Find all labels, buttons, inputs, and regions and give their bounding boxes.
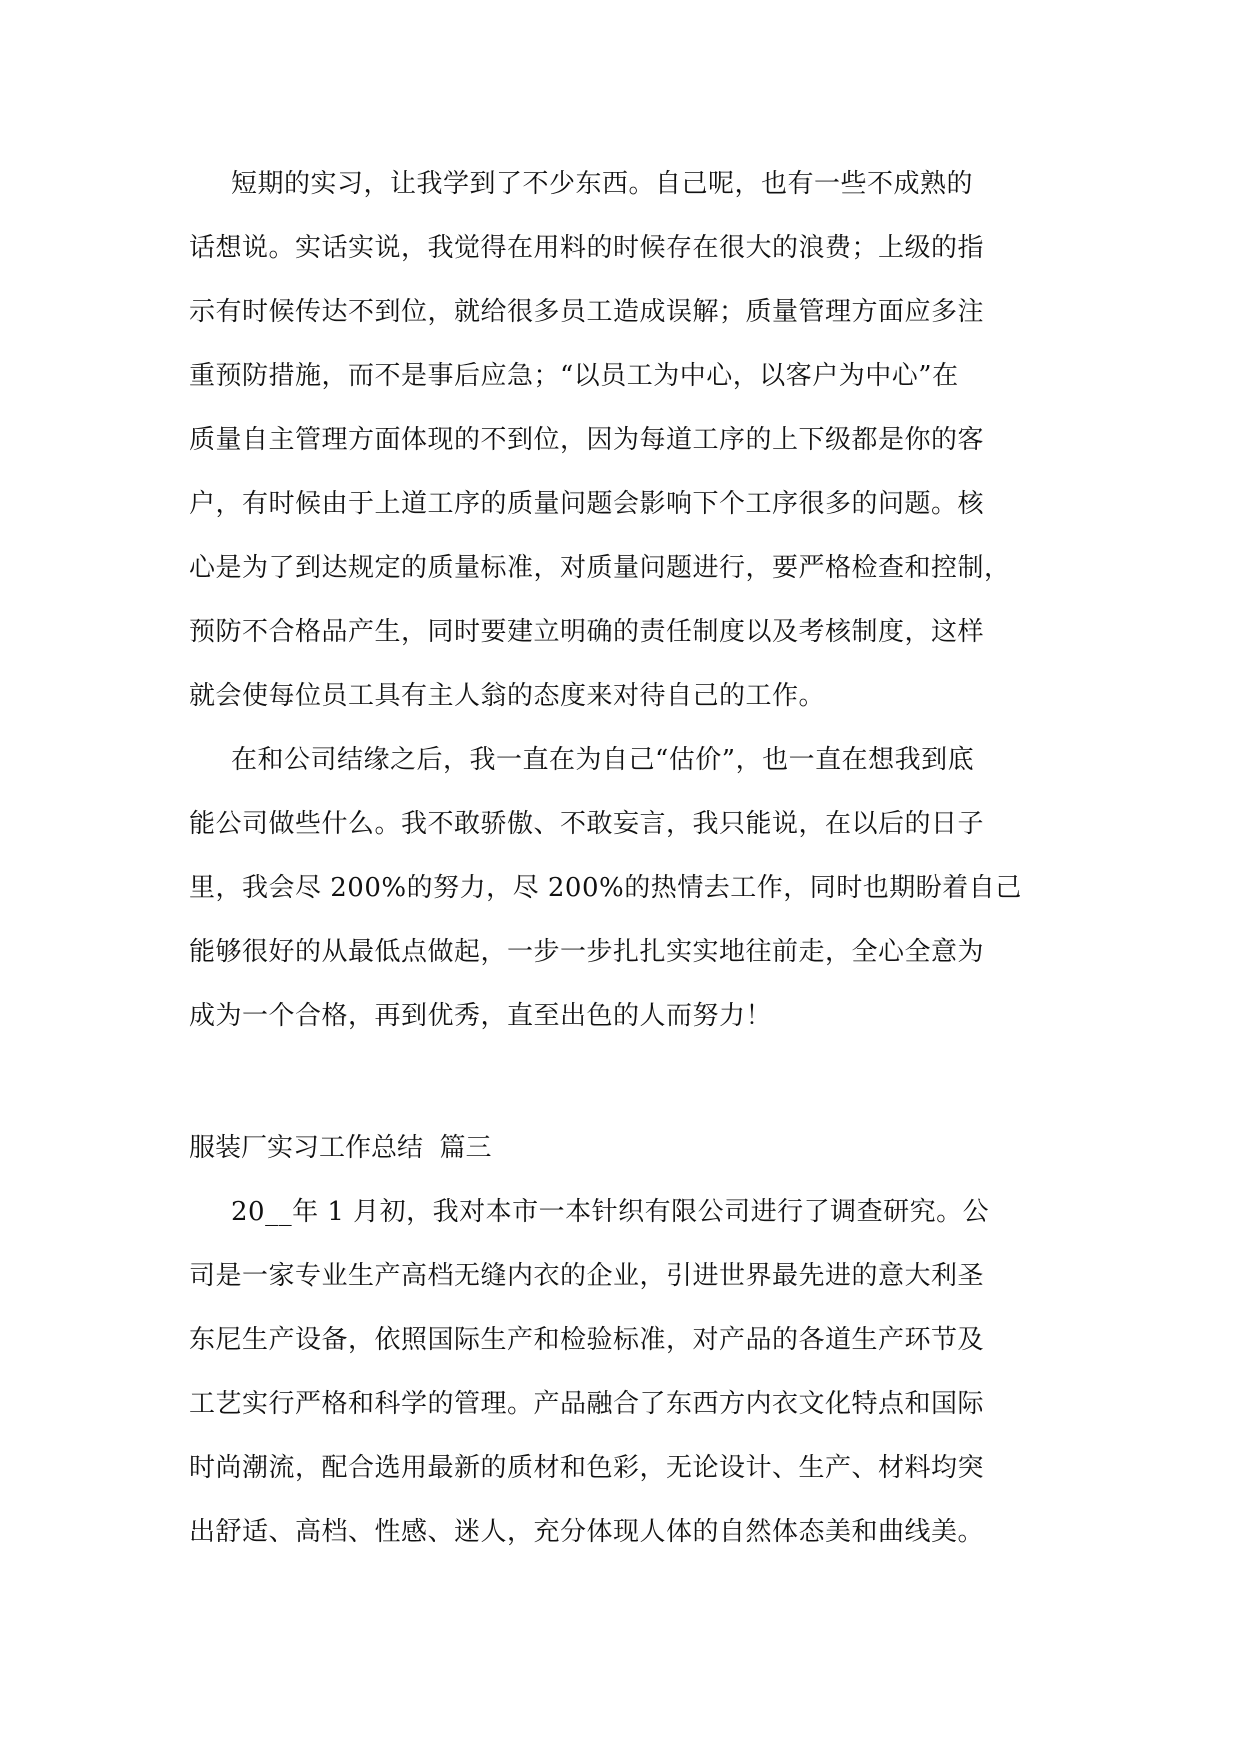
paragraph-line: 在和公司结缘之后，我一直在为自己“估价”，也一直在想我到底 <box>231 745 975 775</box>
paragraph-line: 就会使每位员工具有主人翁的态度来对待自己的工作。 <box>189 681 826 711</box>
paragraph-line: 里，我会尽 200%的努力，尽 200%的热情去工作，同时也期盼着自己 <box>189 873 1022 903</box>
paragraph-line: 质量自主管理方面体现的不到位，因为每道工序的上下级都是你的客 <box>189 425 985 455</box>
paragraph-line: 工艺实行严格和科学的管理。产品融合了东西方内衣文化特点和国际 <box>189 1389 985 1419</box>
paragraph <box>189 728 1069 1048</box>
paragraph-line: 司是一家专业生产高档无缝内衣的企业，引进世界最先进的意大利圣 <box>189 1261 985 1291</box>
document-body <box>189 152 1069 1564</box>
paragraph-line: 话想说。实话实说，我觉得在用料的时候存在很大的浪费；上级的指 <box>189 233 985 263</box>
paragraph-line: 20__年 1 月初，我对本市一本针织有限公司进行了调查研究。公 <box>231 1197 990 1227</box>
paragraph-line: 户，有时候由于上道工序的质量问题会影响下个工序很多的问题。核 <box>189 489 985 519</box>
paragraph-line: 心是为了到达规定的质量标准，对质量问题进行，要严格检查和控制， <box>189 553 1011 583</box>
paragraph-line: 能公司做些什么。我不敢骄傲、不敢妄言，我只能说，在以后的日子 <box>189 809 985 839</box>
paragraph-line: 时尚潮流，配合选用最新的质材和色彩，无论设计、生产、材料均突 <box>189 1453 985 1483</box>
paragraph <box>189 1180 1069 1564</box>
paragraph-line: 成为一个合格，再到优秀，直至出色的人而努力！ <box>189 1001 773 1031</box>
paragraph-line: 重预防措施，而不是事后应急；“以员工为中心，以客户为中心”在 <box>189 361 959 391</box>
section-heading: 服装厂实习工作总结 篇三 <box>189 1133 492 1163</box>
section-spacer <box>189 1048 1069 1116</box>
paragraph-line: 出舒适、高档、性感、迷人，充分体现人体的自然体态美和曲线美。 <box>189 1517 985 1547</box>
paragraph <box>189 152 1069 728</box>
paragraph-line: 示有时候传达不到位，就给很多员工造成误解；质量管理方面应多注 <box>189 297 985 327</box>
paragraph-line: 预防不合格品产生，同时要建立明确的责任制度以及考核制度，这样 <box>189 617 985 647</box>
paragraph-line: 东尼生产设备，依照国际生产和检验标准，对产品的各道生产环节及 <box>189 1325 985 1355</box>
paragraph-line: 短期的实习，让我学到了不少东西。自己呢，也有一些不成熟的 <box>231 169 974 199</box>
paragraph-line: 能够很好的从最低点做起，一步一步扎扎实实地往前走，全心全意为 <box>189 937 985 967</box>
